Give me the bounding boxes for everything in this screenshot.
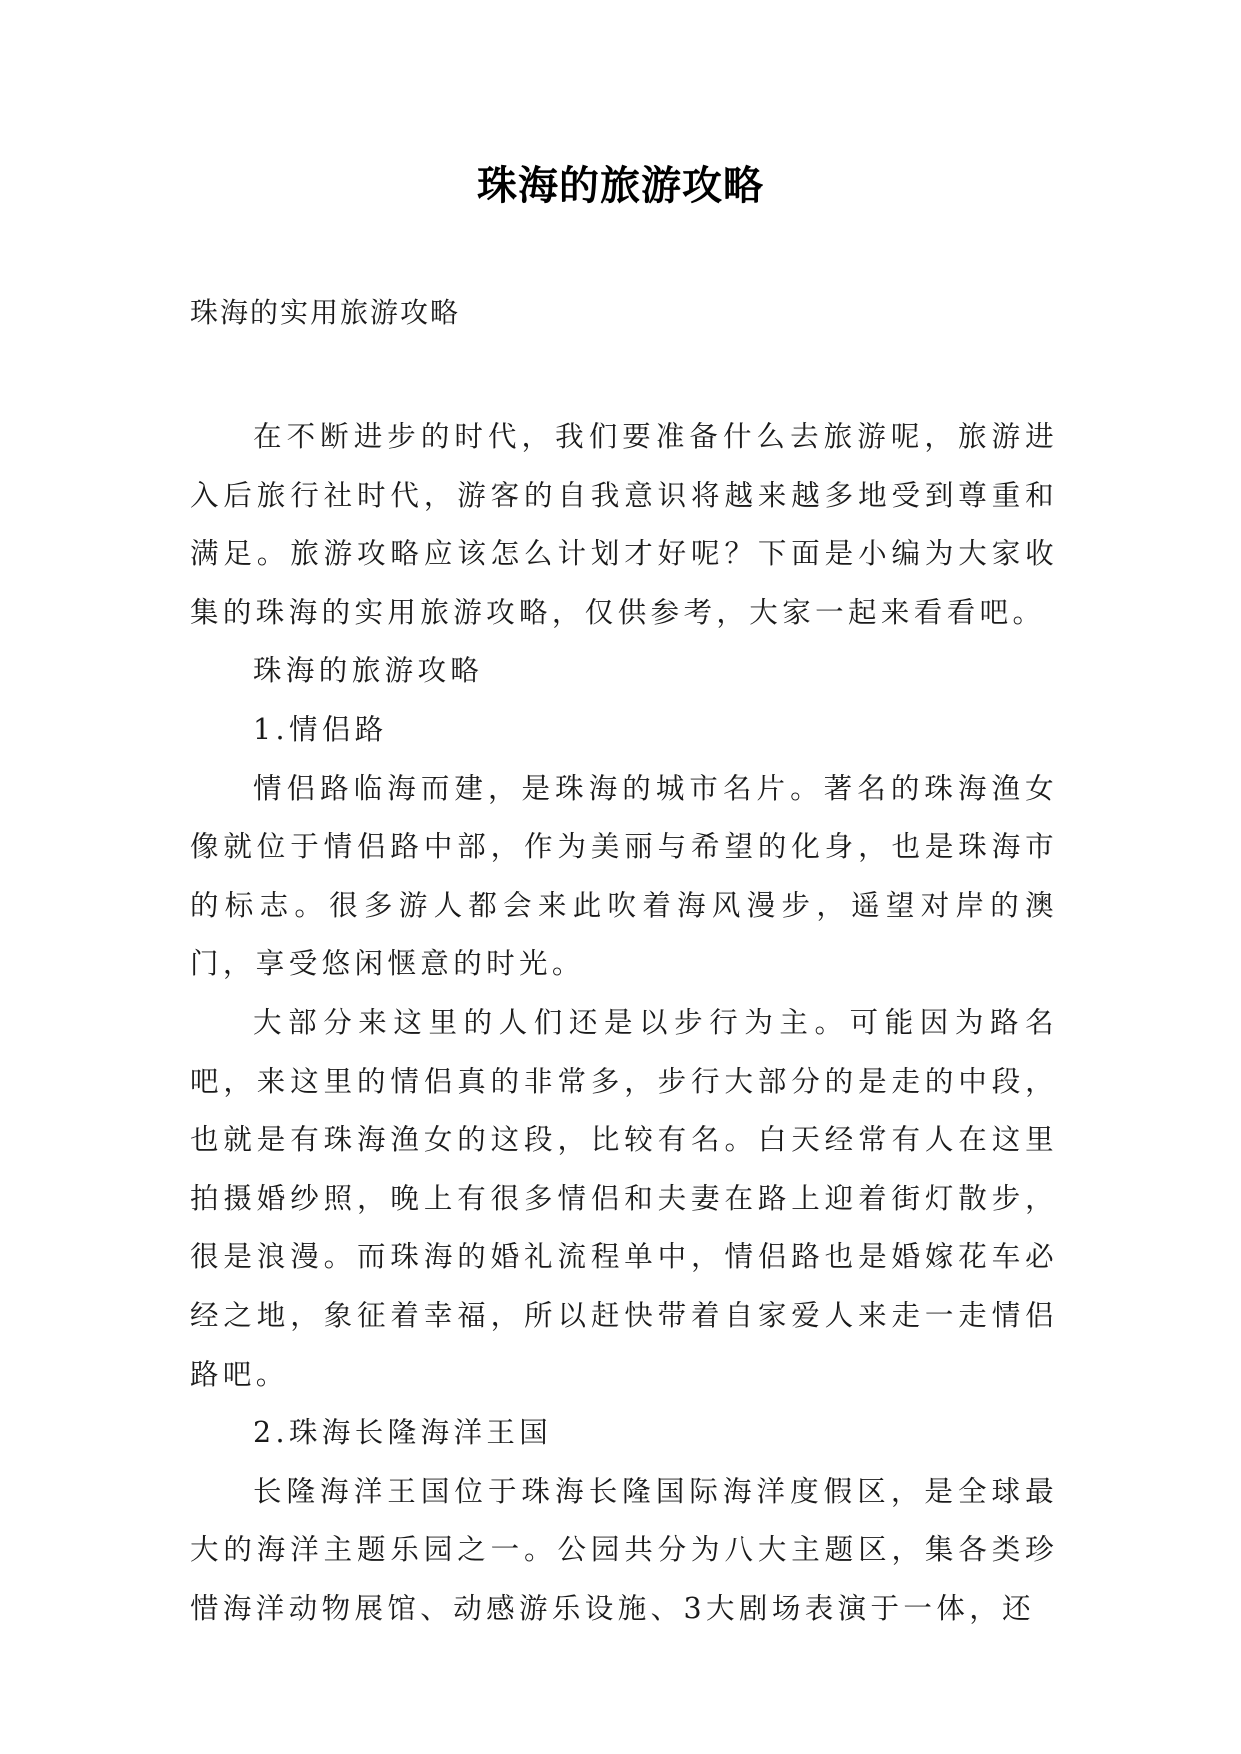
paragraph-ocean-kingdom: 长隆海洋王国位于珠海长隆国际海洋度假区，是全球最大的海洋主题乐园之一。公园共分为八大主题区，集各类珍惜海洋动物展馆、动感游乐设施、3大剧场表演于一体，还: [190, 1474, 1058, 1625]
document-body: [190, 408, 1058, 1638]
section-heading-guide: 珠海的旅游攻略: [253, 654, 484, 688]
document-title: 珠海的旅游攻略: [477, 163, 764, 209]
section-heading-ocean-kingdom: 2.珠海长隆海洋王国: [253, 1416, 553, 1450]
document-subtitle: 珠海的实用旅游攻略: [190, 296, 461, 329]
paragraph-intro: 在不断进步的时代，我们要准备什么去旅游呢，旅游进入后旅行社时代，游客的自我意识将越来越多地受到尊重和满足。旅游攻略应该怎么计划才好呢？下面是小编为大家收集的珠海的实用旅游攻略，仅供参考，大家一起来看看吧。: [190, 420, 1058, 629]
section-heading-lovers-road: 1.情侣路: [253, 712, 388, 746]
paragraph-lovers-road-2: 大部分来这里的人们还是以步行为主。可能因为路名吧，来这里的情侣真的非常多，步行大部分的是走的中段，也就是有珠海渔女的这段，比较有名。白天经常有人在这里拍摄婚纱照，晚上有很多情侣和夫妻在路上迎着街灯散步，很是浪漫。而珠海的婚礼流程单中，情侣路也是婚嫁花车必经之地，象征着幸福，所以赶快带着自家爱人来走一走情侣路吧。: [190, 1005, 1058, 1391]
paragraph-lovers-road-1: 情侣路临海而建，是珠海的城市名片。著名的珠海渔女像就位于情侣路中部，作为美丽与希望的化身，也是珠海市的标志。很多游人都会来此吹着海风漫步，遥望对岸的澳门，享受悠闲惬意的时光。: [190, 771, 1058, 981]
